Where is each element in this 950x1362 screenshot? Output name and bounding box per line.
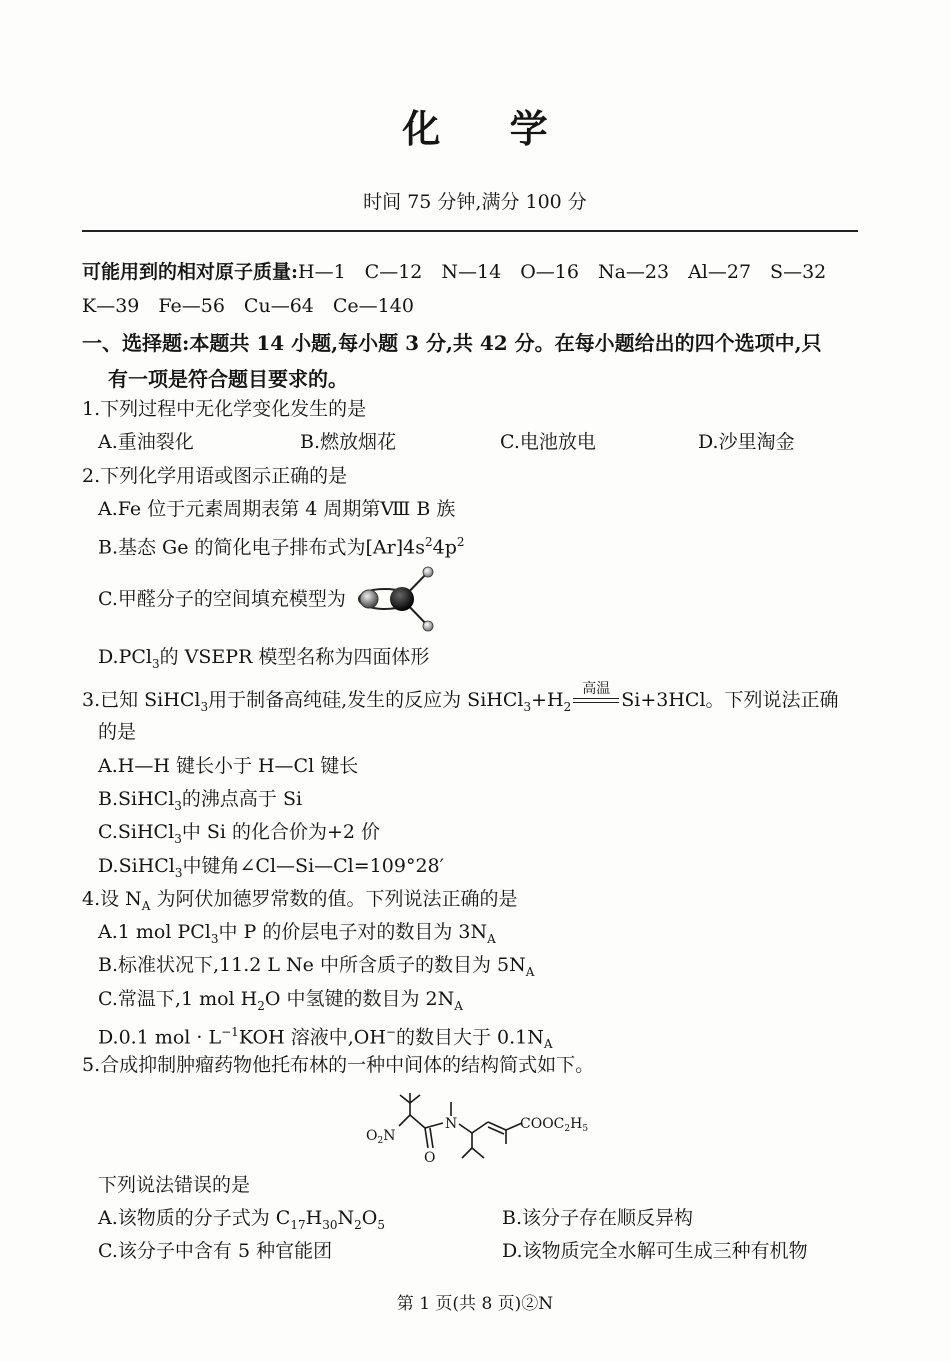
q5-a-sub: 2 [354, 1217, 362, 1232]
q2-b-sup: 2 [424, 535, 433, 549]
q3-option-b [98, 787, 302, 818]
atomic-mass-line-1 [82, 260, 826, 284]
q3-d-sub: 3 [174, 865, 183, 880]
q4-a-sub: A [487, 931, 496, 946]
q4-a-sub: 3 [210, 931, 219, 946]
page-title: 化 学 [402, 106, 576, 151]
q4-b-text: B.标准状况下,11.2 L Ne 中所含质子的数目为 5N [98, 954, 526, 976]
bond-line [425, 1128, 428, 1148]
q4-c-sub: 2 [257, 998, 265, 1013]
q1-option-c: C.电池放电 [500, 431, 596, 453]
formaldehyde-space-filling-model [355, 562, 445, 636]
q2-stem: 2.下列化学用语或图示正确的是 [82, 465, 348, 487]
q4-d-sup: − [385, 1025, 396, 1039]
oxygen-atom [360, 590, 378, 608]
q2-b-text: 4p [432, 536, 457, 559]
atomic-mass-line-2: K—39 Fe—56 Cu—64 Ce—140 [82, 295, 414, 317]
q1-option-a: A.重油裂化 [98, 431, 194, 453]
bond-line [400, 1095, 410, 1103]
q4-d-text: D.0.1 mol · L [98, 1026, 222, 1049]
carbonyl-oxygen-label: O [424, 1150, 436, 1166]
q5-stem: 5.合成抑制肿瘤药物他托布林的一种中间体的结构简式如下。 [82, 1054, 595, 1076]
q3-text: Si+3HCl。下列说法正确 [621, 689, 839, 711]
hydrogen-atom [423, 621, 433, 631]
q4-d-text: KOH 溶液中,OH [238, 1026, 386, 1049]
q5-a-sub: 5 [377, 1217, 385, 1232]
atomic-mass-label: 可能用到的相对原子质量: [82, 261, 299, 283]
q2-option-a: A.Fe 位于元素周期表第 4 周期第Ⅷ B 族 [98, 498, 456, 520]
q1-option-d: D.沙里淘金 [698, 431, 795, 453]
q5-option-a [98, 1206, 385, 1237]
bond-line [430, 1128, 433, 1148]
q4-option-b [98, 953, 534, 984]
q4-a-text: A.1 mol PCl [98, 921, 211, 943]
q3-text: 3.已知 SiHCl [82, 689, 201, 711]
q4-d-sup: −1 [221, 1025, 239, 1039]
q4-option-c [98, 987, 463, 1018]
carbon-atom [390, 587, 414, 611]
q4-a-text: 中 P 的价层电子对的数目为 3N [218, 921, 488, 943]
q4-c-text: C.常温下,1 mol H [98, 988, 258, 1010]
structural-formula [360, 1088, 600, 1168]
q4-d-text: 的数目大于 0.1N [395, 1026, 544, 1049]
q3-text: +H [531, 689, 564, 711]
q5-question: 下列说法错误的是 [98, 1174, 251, 1196]
q4-sub: A [141, 898, 151, 913]
q2-d-text: 的 VSEPR 模型名称为四面体形 [159, 646, 430, 668]
bond-line [425, 1123, 443, 1128]
q3-sub: 3 [523, 699, 532, 714]
q4-text: 为阿伏加德罗常数的值。下列说法正确的是 [150, 888, 518, 910]
q3-c-text: C.SiHCl [98, 821, 175, 843]
q3-stem-line-2: 的是 [98, 721, 137, 743]
nitro-group-label: $O_2N$ [366, 1128, 396, 1146]
q4-text: 4.设 N [82, 888, 142, 910]
q3-text: 用于制备高纯硅,发生的反应为 SiHCl [208, 689, 524, 711]
reaction-condition: 高温 [582, 681, 611, 697]
exam-duration: 时间 75 分钟,满分 100 分 [363, 191, 587, 213]
q1-option-b: B.燃放烟花 [300, 431, 397, 453]
q4-stem [82, 887, 518, 918]
equals-line [573, 698, 619, 699]
q2-d-sub: 3 [152, 656, 160, 671]
q4-option-a [98, 920, 496, 951]
nitrogen-label: N [445, 1116, 458, 1132]
q5-a-text: O [361, 1207, 378, 1229]
q3-stem [82, 681, 839, 719]
q4-c-text: O 中氢键的数目为 2N [264, 988, 455, 1010]
q5-a-text: N [337, 1207, 355, 1229]
equals-line [573, 702, 619, 703]
header-divider [82, 230, 858, 232]
q3-c-sub: 3 [174, 831, 182, 846]
q5-option-b: B.该分子存在顺反异构 [502, 1207, 694, 1229]
bond-line [462, 1148, 472, 1158]
q5-a-sub: 17 [290, 1217, 306, 1232]
q4-c-sub: A [454, 998, 463, 1013]
q3-option-d [98, 854, 444, 885]
q2-b-text: B.基态 Ge 的简化电子排布式为[Ar]4s [98, 536, 425, 559]
q5-option-d: D.该物质完全水解可生成三种有机物 [502, 1240, 808, 1262]
bond-line [472, 1122, 488, 1133]
q2-option-b [98, 530, 465, 559]
reaction-equals-sign [571, 681, 621, 713]
q3-c-text: 中 Si 的化合价为+2 价 [181, 821, 381, 843]
q2-d-text: D.PCl [98, 646, 152, 668]
q3-b-sub: 3 [174, 798, 182, 813]
q5-a-text: A.该物质的分子式为 C [98, 1207, 291, 1229]
q2-option-d [98, 645, 429, 676]
q4-option-d [98, 1020, 553, 1056]
section-heading-line-1: 一、选择题:本题共 14 小题,每小题 3 分,共 42 分。在每小题给出的四个选项中,只 [82, 331, 822, 355]
bond-line [472, 1148, 484, 1158]
section-heading-line-2: 有一项是符合题目要求的。 [108, 367, 348, 391]
q5-option-c: C.该分子中含有 5 种官能团 [98, 1240, 333, 1262]
q1-stem: 1.下列过程中无化学变化发生的是 [82, 398, 367, 420]
hydrogen-atom [423, 567, 433, 577]
bond-line [459, 1124, 472, 1133]
q3-d-text: D.SiHCl [98, 855, 175, 877]
bond-line [410, 1115, 425, 1128]
q3-sub: 2 [563, 699, 572, 714]
page-footer: 第 1 页(共 8 页)②N [396, 1294, 554, 1314]
q2-option-c: C.甲醛分子的空间填充模型为 [98, 588, 346, 610]
q3-option-a: A.H—H 键长小于 H—Cl 键长 [98, 755, 359, 777]
q5-a-sub: 30 [322, 1217, 338, 1232]
bond-line [399, 1115, 410, 1126]
atomic-mass-values-1: H—1 C—12 N—14 O—16 Na—23 Al—27 S—32 [298, 261, 827, 283]
q3-option-c [98, 820, 380, 851]
ester-group-label: $COOC_2H_5$ [520, 1116, 589, 1134]
q4-b-sub: A [525, 964, 535, 979]
q3-b-text: B.SiHCl [98, 788, 175, 810]
q3-d-text: 中键角∠Cl—Si—Cl=109°28′ [182, 855, 444, 877]
q5-a-text: H [305, 1207, 323, 1229]
q3-b-text: 的沸点高于 Si [181, 788, 303, 810]
q4-d-sub: A [543, 1037, 553, 1052]
q3-sub: 3 [200, 699, 209, 714]
bond-line [410, 1095, 420, 1103]
q2-b-sup: 2 [456, 535, 465, 549]
